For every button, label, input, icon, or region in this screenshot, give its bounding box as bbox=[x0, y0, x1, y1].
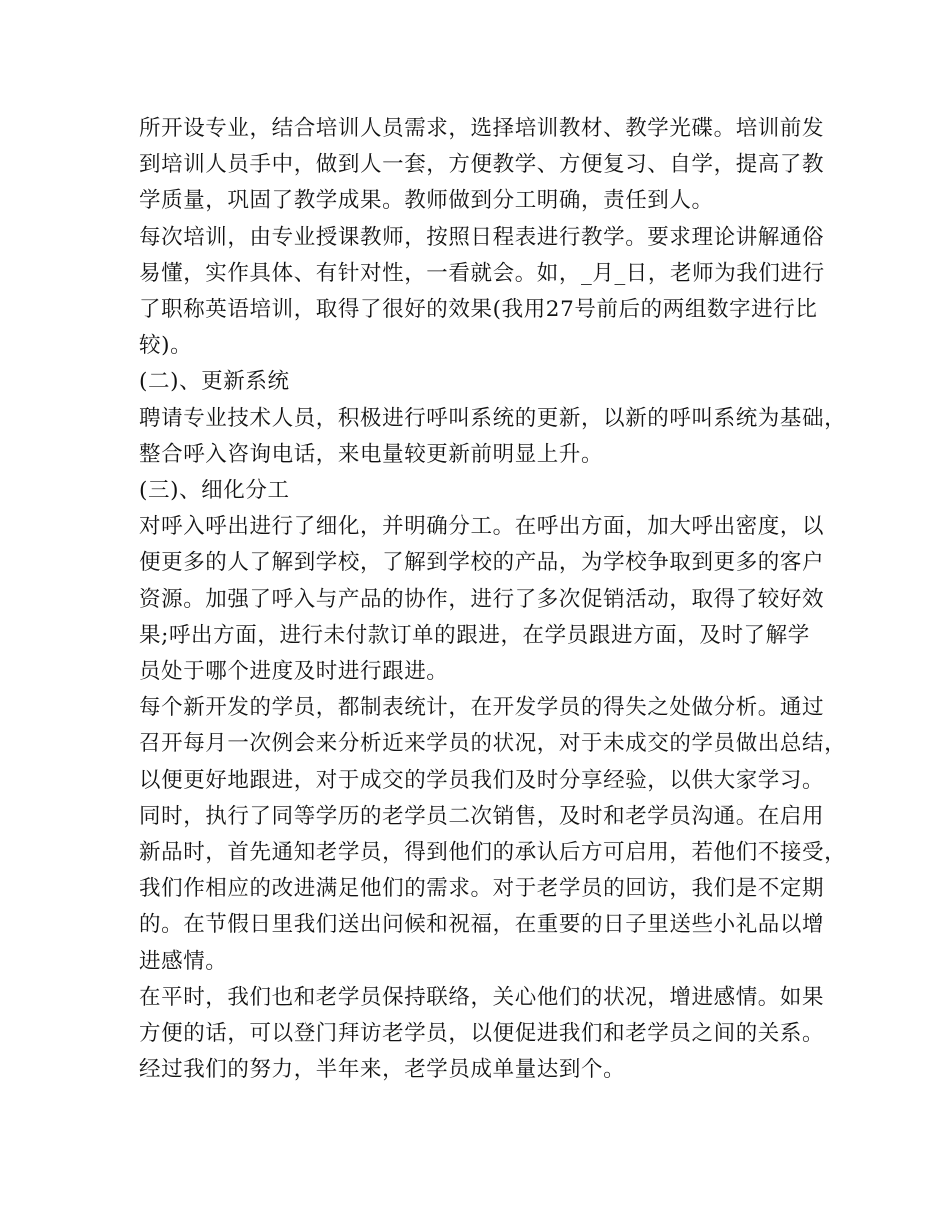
document-body bbox=[139, 111, 847, 1088]
heading-line: (三)、细化分工 bbox=[139, 478, 290, 504]
text-line: 方便的话，可以登门拜访老学员，以便促进我们和老学员之间的关系。 bbox=[139, 1021, 825, 1047]
text-line: 召开每月一次例会来分析近来学员的状况，对于未成交的学员做出总结， bbox=[139, 731, 847, 757]
text-line: 每个新开发的学员，都制表统计，在开发学员的得失之处做分析。通过 bbox=[139, 695, 825, 721]
paragraph-system-update bbox=[139, 401, 847, 473]
text-line: 学质量，巩固了教学成果。教师做到分工明确，责任到人。 bbox=[139, 188, 714, 214]
text-line: 进感情。 bbox=[139, 948, 228, 974]
text-line: 在平时，我们也和老学员保持联络，关心他们的状况，增进感情。如果 bbox=[139, 984, 825, 1010]
text-line: 所开设专业，结合培训人员需求，选择培训教材、教学光碟。培训前发 bbox=[139, 116, 825, 141]
text-line: 的。在节假日里我们送出问候和祝福，在重要的日子里送些小礼品以增 bbox=[139, 912, 825, 938]
paragraph-student-analysis bbox=[139, 690, 847, 799]
text-line: 我们作相应的改进满足他们的需求。对于老学员的回访，我们是不定期 bbox=[139, 876, 825, 902]
paragraph-call-division bbox=[139, 509, 829, 690]
text-line: 对呼入呼出进行了细化，并明确分工。在呼出方面，加大呼出密度，以 bbox=[139, 514, 825, 540]
text-line: 到培训人员手中，做到人一套，方便教学、方便复习、自学，提高了教 bbox=[139, 152, 825, 178]
text-line: 聘请专业技术人员，积极进行呼叫系统的更新，以新的呼叫系统为基础， bbox=[139, 405, 847, 431]
text-line: 经过我们的努力，半年来，老学员成单量达到个。 bbox=[139, 1057, 626, 1083]
text-line: 资源。加强了呼入与产品的协作，进行了多次促销活动，取得了较好效 bbox=[139, 586, 825, 612]
text-line: 易懂，实作具体、有针对性，一看就会。如，_月_日，老师为我们进行 bbox=[139, 260, 825, 286]
paragraph-training-materials bbox=[139, 111, 829, 220]
paragraph-training-sessions bbox=[139, 220, 829, 365]
section-heading-update-system bbox=[139, 364, 829, 400]
paragraph-result bbox=[139, 1052, 829, 1088]
text-line: 新品时，首先通知老学员，得到他们的承认后方可启用，若他们不接受， bbox=[139, 840, 847, 866]
text-line: 便更多的人了解到学校，了解到学校的产品，为学校争取到更多的客户 bbox=[139, 550, 825, 576]
text-line: 整合呼入咨询电话，来电量较更新前明显上升。 bbox=[139, 441, 604, 467]
section-heading-division-of-labor bbox=[139, 473, 829, 509]
text-line: 以便更好地跟进，对于成交的学员我们及时分享经验，以供大家学习。 bbox=[139, 767, 825, 793]
text-line: 同时，执行了同等学历的老学员二次销售，及时和老学员沟通。在启用 bbox=[139, 803, 825, 829]
text-line: 每次培训，由专业授课教师，按照日程表进行教学。要求理论讲解通俗 bbox=[139, 224, 825, 250]
paragraph-repeat-sales bbox=[139, 799, 847, 980]
text-line: 员处于哪个进度及时进行跟进。 bbox=[139, 659, 449, 685]
heading-line: (二)、更新系统 bbox=[139, 369, 290, 395]
paragraph-keep-contact bbox=[139, 980, 829, 1052]
text-line: 了职称英语培训，取得了很好的效果(我用27号前后的两组数字进行比 bbox=[139, 297, 818, 323]
text-line: 较)。 bbox=[139, 333, 193, 359]
text-line: 果;呼出方面，进行未付款订单的跟进，在学员跟进方面，及时了解学 bbox=[139, 622, 810, 648]
